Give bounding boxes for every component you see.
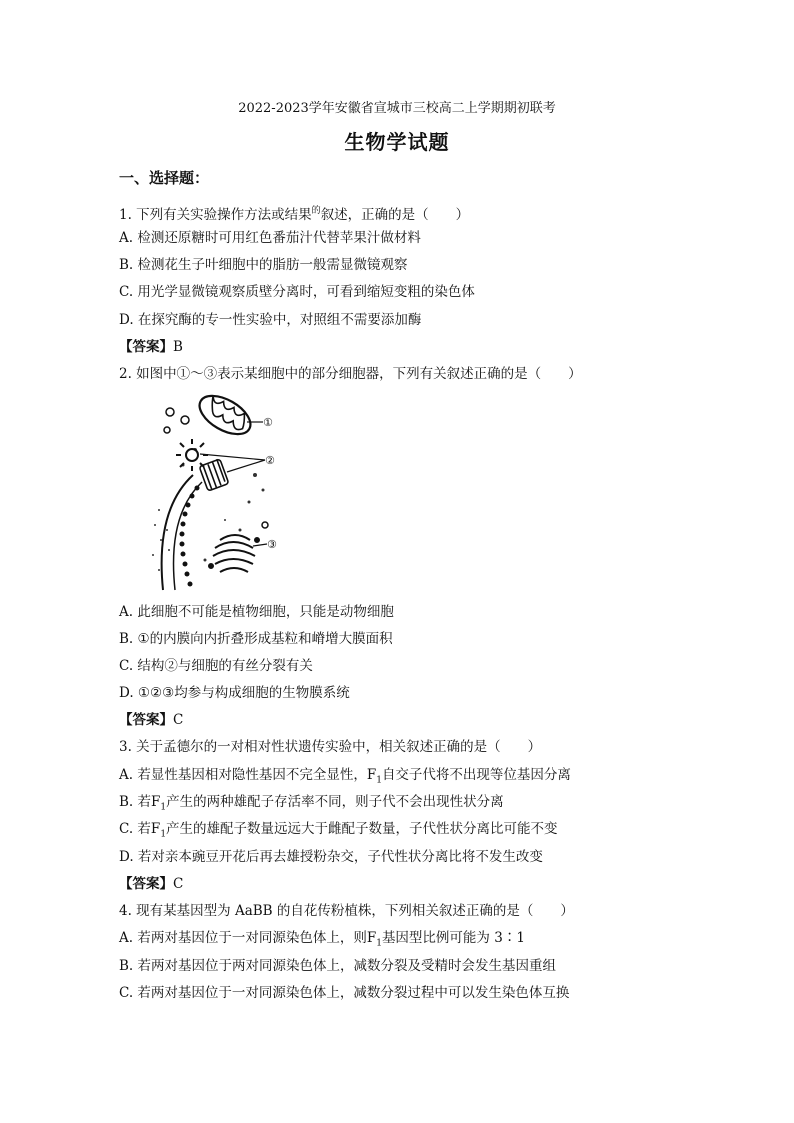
question-1-option-c: C. 用光学显微镜观察质壁分离时，可看到缩短变粗的染色体: [119, 284, 475, 300]
question-1-stem-text-end: 叙述，正确的是（ ）: [320, 207, 470, 223]
question-3-answer: [119, 875, 183, 893]
option-text: A. 若显性基因相对隐性基因不完全显性，F: [119, 767, 377, 783]
exam-subtitle: 2022-2023学年安徽省宣城市三校高二上学期期初联考: [238, 101, 556, 116]
question-1-stem-sup: 的: [311, 206, 321, 216]
question-1-option-d: D. 在探究酶的专一性实验中，对照组不需要添加酶: [119, 312, 422, 328]
option-subscript: 1: [160, 802, 167, 813]
figure-label-2: ②: [265, 454, 275, 467]
question-2-option-b: B. ①的内膜向内折叠形成基粒和嵴增大膜面积: [119, 631, 393, 647]
question-4-option-a: [119, 929, 525, 953]
question-1-stem-text: 1. 下列有关实验操作方法或结果: [119, 207, 312, 223]
figure-label-1: ①: [263, 416, 273, 429]
question-2-answer: [119, 711, 183, 729]
question-2-stem: 2. 如图中①～③表示某细胞中的部分细胞器，下列有关叙述正确的是（ ）: [119, 366, 582, 382]
answer-value: C: [173, 876, 184, 892]
question-2-option-c: C. 结构②与细胞的有丝分裂有关: [119, 658, 313, 674]
mitochondrion: [193, 390, 256, 442]
option-text-end: 基因型比例可能为 3∶1: [381, 930, 525, 946]
option-text: B. 若F: [119, 794, 161, 810]
option-subscript: 1: [376, 775, 382, 786]
centriole-barrel: [199, 459, 229, 491]
question-4-option-b: B. 若两对基因位于两对同源染色体上，减数分裂及受精时会发生基因重组: [119, 958, 557, 974]
question-3-option-d: D. 若对亲本豌豆开花后再去雄授粉杂交，子代性状分离比将不发生改变: [119, 849, 543, 865]
option-subscript: 1: [376, 938, 382, 949]
question-3-stem: 3. 关于孟德尔的一对相对性状遗传实验中，相关叙述正确的是（ ）: [119, 739, 542, 755]
answer-value: C: [173, 712, 184, 728]
question-1-stem: [119, 202, 469, 224]
option-text-end: 产生的雄配子数量远远大于雌配子数量，子代性状分离比可能不变: [166, 821, 558, 837]
golgi-apparatus: [209, 535, 259, 572]
section-heading: 一、选择题：: [119, 169, 210, 187]
cell-organelle-figure: [145, 390, 295, 595]
exam-title: 生物学试题: [344, 130, 450, 154]
question-1-answer: [119, 338, 183, 356]
answer-value: B: [173, 339, 183, 355]
answer-label: 【答案】: [119, 339, 173, 355]
question-3-option-b: [119, 793, 504, 817]
option-text-end: 自交子代将不出现等位基因分离: [381, 767, 571, 783]
question-1-option-a: A. 检测还原糖时可用红色番茄汁代替苹果汁做材料: [119, 230, 421, 246]
option-text: C. 若F: [119, 821, 161, 837]
question-4-stem: 4. 现有某基因型为 AaBB 的自花传粉植株，下列相关叙述正确的是（ ）: [119, 903, 574, 919]
question-2-option-d: D. ①②③均参与构成细胞的生物膜系统: [119, 685, 350, 701]
option-text: A. 若两对基因位于一对同源染色体上，则F: [119, 930, 377, 946]
centriole-star: [176, 439, 208, 471]
question-1-option-b: B. 检测花生子叶细胞中的脂肪一般需显微镜观察: [119, 257, 408, 273]
figure-label-3: ③: [267, 538, 277, 551]
question-2-option-a: A. 此细胞不可能是植物细胞，只能是动物细胞: [119, 604, 394, 620]
option-subscript: 1: [160, 829, 167, 840]
question-3-option-a: [119, 766, 571, 790]
question-4-option-c: C. 若两对基因位于一对同源染色体上，减数分裂过程中可以发生染色体互换: [119, 985, 570, 1001]
question-3-option-c: [119, 820, 558, 844]
ribosome-dots: [180, 486, 200, 587]
answer-label: 【答案】: [119, 876, 173, 892]
answer-label: 【答案】: [119, 712, 173, 728]
option-text-end: 产生的两种雄配子存活率不同，则子代不会出现性状分离: [166, 794, 504, 810]
